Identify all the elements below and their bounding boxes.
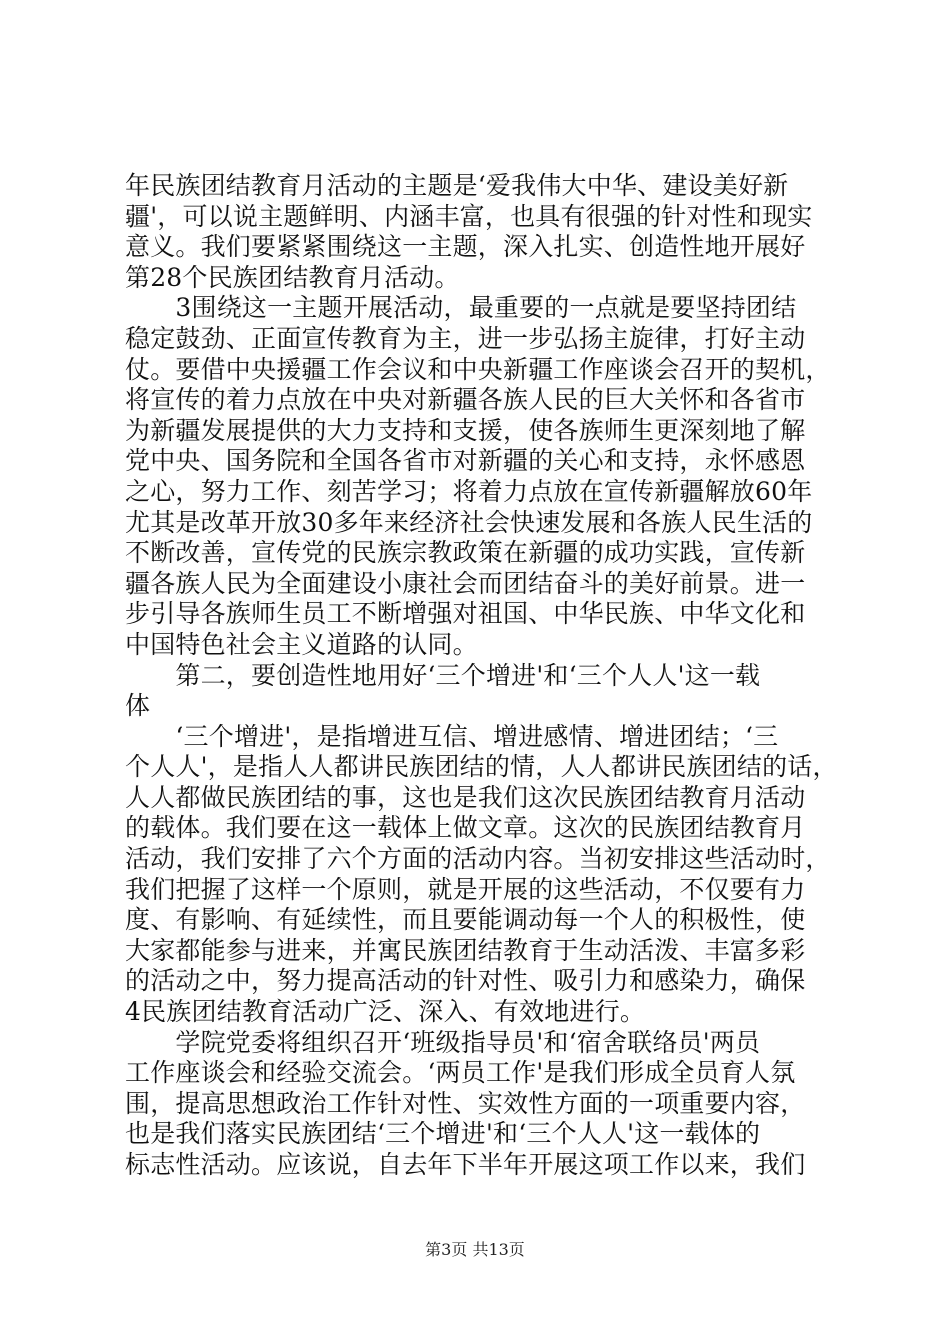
text-line: 工作座谈会和经验交流会。‘两员工作'是我们形成全员育人氛 [125, 1058, 796, 1088]
text-line: 大家都能参与进来，并寓民族团结教育于生动活泼、丰富多彩 [125, 935, 806, 965]
text-line: 的载体。我们要在这一载体上做文章。这次的民族团结教育月 [125, 813, 806, 843]
text-line: 为新疆发展提供的大力支持和支援，使各族师生更深刻地了解 [125, 415, 806, 445]
text-line: 个人人'，是指人人都讲民族团结的情，人人都讲民族团结的话， [125, 752, 838, 782]
text-line: 体 [125, 691, 151, 721]
text-line: 稳定鼓劲、正面宣传教育为主，进一步弘扬主旋律，打好主动 [125, 323, 806, 353]
text-line: 4民族团结教育活动广泛、深入、有效地进行。 [125, 997, 646, 1027]
text-line: 第二，要创造性地用好‘三个增进'和‘三个人人'这一载 [125, 660, 761, 690]
text-line: 也是我们落实民族团结‘三个增进'和‘三个人人'这一载体的 [125, 1119, 761, 1149]
text-line: 疆'，可以说主题鲜明、内涵丰富，也具有很强的针对性和现实 [125, 201, 813, 231]
text-line: 学院党委将组织召开‘班级指导员'和‘宿舍联络员'两员 [125, 1027, 761, 1057]
text-line: 活动，我们安排了六个方面的活动内容。当初安排这些活动时， [125, 844, 831, 874]
text-line: 我们把握了这样一个原则，就是开展的这些活动，不仅要有力 [125, 874, 806, 904]
text-line: 标志性活动。应该说，自去年下半年开展这项工作以来，我们 [125, 1150, 806, 1179]
text-line: 的活动之中，努力提高活动的针对性、吸引力和感染力，确保 [125, 966, 806, 996]
text-line: 度、有影响、有延续性，而且要能调动每一个人的积极性，使 [125, 905, 806, 935]
text-line: ‘三个增进'，是指增进互信、增进感情、增进团结；‘三 [125, 721, 779, 751]
text-line: 尤其是改革开放30多年来经济社会快速发展和各族人民生活的 [125, 507, 813, 537]
text-line: 疆各族人民为全面建设小康社会而团结奋斗的美好前景。进一 [125, 568, 806, 598]
text-line: 将宣传的着力点放在中央对新疆各族人民的巨大关怀和各省市 [125, 385, 806, 415]
text-line: 步引导各族师生员工不断增强对祖国、中华民族、中华文化和 [125, 599, 806, 629]
text-line: 中国特色社会主义道路的认同。 [125, 629, 478, 659]
text-line: 第28个民族团结教育月活动。 [125, 262, 460, 292]
text-line: 围，提高思想政治工作针对性、实效性方面的一项重要内容， [125, 1088, 806, 1118]
text-line: 人人都做民族团结的事，这也是我们这次民族团结教育月活动 [125, 782, 806, 812]
text-line: 不断改善，宣传党的民族宗教政策在新疆的成功实践，宣传新 [125, 538, 806, 568]
text-line: 意义。我们要紧紧围绕这一主题，深入扎实、创造性地开展好 [125, 232, 806, 262]
body-text [125, 171, 838, 1181]
text-line: 3围绕这一主题开展活动，最重要的一点就是要坚持团结 [125, 293, 797, 323]
text-line: 年民族团结教育月活动的主题是‘爱我伟大中华、建设美好新 [125, 171, 789, 200]
text-line: 仗。要借中央援疆工作会议和中央新疆工作座谈会召开的契机， [125, 354, 831, 384]
text-line: 之心，努力工作、刻苦学习；将着力点放在宣传新疆解放60年 [125, 476, 813, 506]
page-number-footer: 第3页 共13页 [425, 1240, 525, 1259]
text-line: 党中央、国务院和全国各省市对新疆的关心和支持，永怀感恩 [125, 446, 806, 476]
